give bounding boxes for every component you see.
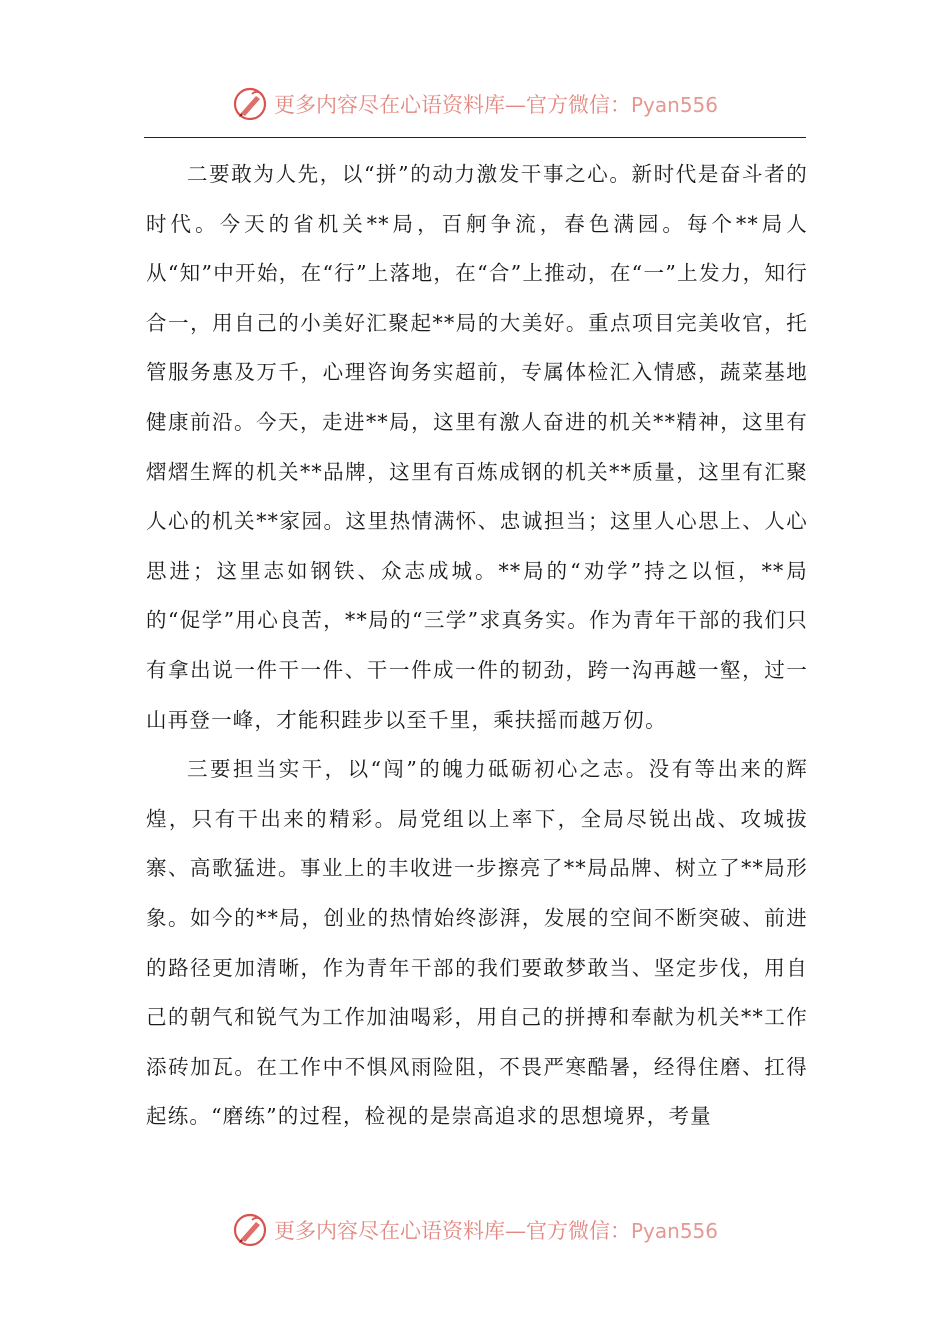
pen-logo-icon: [232, 1212, 268, 1248]
footer-watermark: [0, 1210, 950, 1250]
header-watermark: [0, 84, 950, 124]
document-body: [146, 150, 808, 1142]
paragraph: 三要担当实干，以“闯”的魄力砥砺初心之志。没有等出来的辉煌，只有干出来的精彩。局党组以上率下，全局尽锐出战、攻城拔寨、高歌猛进。事业上的丰收进一步擦亮了**局品牌、树立了**局形象。如今的**局，创业的热情始终澎湃，发展的空间不断突破、前进的路径更加清晰，作为青年干部的我们要敢梦敢当、坚定步伐，用自己的朝气和锐气为工作加油喝彩，用自己的拼搏和奉献为机关**工作添砖加瓦。在工作中不惧风雨险阻，不畏严寒酷暑，经得住磨、扛得起练。“磨练”的过程，检视的是崇高追求的思想境界，考量: [146, 757, 808, 1129]
header-divider: [144, 137, 806, 138]
pen-logo-icon: [232, 86, 268, 122]
paragraph: 二要敢为人先，以“拼”的动力激发干事之心。新时代是奋斗者的时代。今天的省机关**局，百舸争流，春色满园。每个**局人从“知”中开始，在“行”上落地，在“合”上推动，在“一”上发力，知行合一，用自己的小美好汇聚起**局的大美好。重点项目完美收官，托管服务惠及万千，心理咨询务实超前，专属体检汇入情感，蔬菜基地健康前沿。今天，走进**局，这里有激人奋进的机关**精神，这里有熠熠生辉的机关**品牌，这里有百炼成钢的机关**质量，这里有汇聚人心的机关**家园。这里热情满怀、忠诚担当；这里人心思上、人心思进；这里志如钢铁、众志成城。**局的“劝学”持之以恒，**局的“促学”用心良苦，**局的“三学”求真务实。作为青年干部的我们只有拿出说一件干一件、干一件成一件的韧劲，跨一沟再越一壑，过一山再登一峰，才能积跬步以至千里，乘扶摇而越万仞。: [146, 162, 808, 732]
watermark-text: 更多内容尽在心语资料库—官方微信：Pyan556: [273, 93, 718, 117]
watermark-text: 更多内容尽在心语资料库—官方微信：Pyan556: [273, 1219, 718, 1243]
